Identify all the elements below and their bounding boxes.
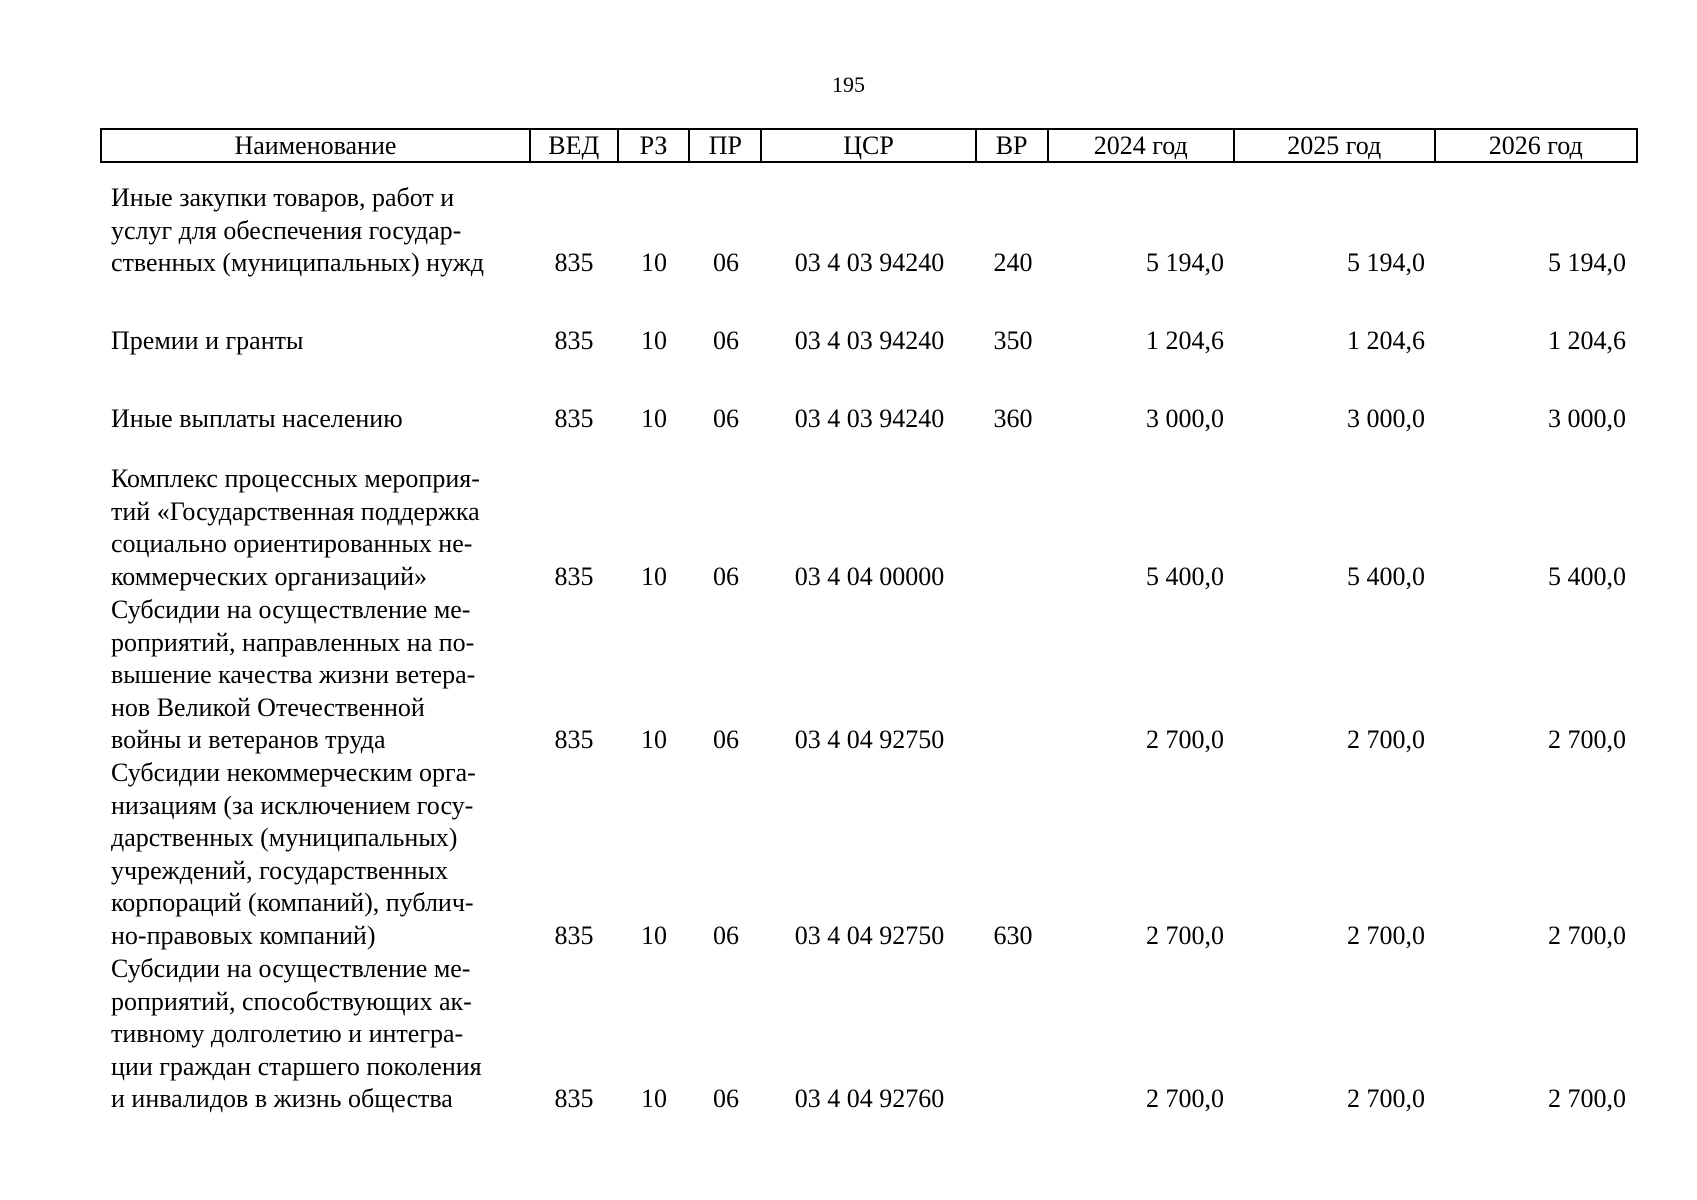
header-pr: ПР xyxy=(690,130,762,161)
row-csr: 03 4 04 92750 xyxy=(794,920,945,950)
row-pr: 06 xyxy=(713,561,739,591)
header-name: Наименование xyxy=(102,130,531,161)
row-pr: 06 xyxy=(713,1084,739,1114)
row-rz: 10 xyxy=(641,404,667,433)
header-csr: ЦСР xyxy=(762,130,976,161)
row-2024: 2 700,0 xyxy=(1146,725,1224,755)
row-2025: 2 700,0 xyxy=(1347,920,1425,950)
row-2024: 3 000,0 xyxy=(1146,404,1224,433)
row-ved: 835 xyxy=(554,1084,594,1114)
row-2024: 5 194,0 xyxy=(1146,248,1224,278)
row-ved: 835 xyxy=(554,561,594,591)
header-ved: ВЕД xyxy=(531,130,619,161)
row-2024: 5 400,0 xyxy=(1146,561,1224,591)
row-name: Комплекс процессных мероприя- тий «Государственная поддержка социально ориентированных не- коммерческих организаций» xyxy=(111,464,480,591)
row-ved: 835 xyxy=(554,326,594,355)
table-row xyxy=(100,953,1638,1116)
row-rz: 10 xyxy=(641,248,667,278)
table-row xyxy=(100,325,1638,358)
row-vr: 350 xyxy=(993,326,1033,355)
table-header xyxy=(100,128,1638,163)
table-row xyxy=(100,757,1638,953)
table-row xyxy=(100,594,1638,757)
row-name: Иные закупки товаров, работ и услуг для обеспечения государ- ственных (муниципальных) нужд xyxy=(111,183,484,278)
row-csr: 03 4 03 94240 xyxy=(794,248,945,278)
row-rz: 10 xyxy=(641,1084,667,1114)
row-vr: 240 xyxy=(993,248,1033,278)
row-2024: 2 700,0 xyxy=(1146,920,1224,950)
row-2024: 1 204,6 xyxy=(1146,326,1224,355)
row-2025: 5 194,0 xyxy=(1347,248,1425,278)
row-ved: 835 xyxy=(554,248,594,278)
row-2026: 2 700,0 xyxy=(1548,1084,1626,1114)
row-2026: 5 194,0 xyxy=(1548,248,1626,278)
row-pr: 06 xyxy=(713,725,739,755)
row-ved: 835 xyxy=(554,920,594,950)
table-row xyxy=(100,463,1638,593)
header-year-2024: 2024 год xyxy=(1049,130,1236,161)
row-rz: 10 xyxy=(641,725,667,755)
row-pr: 06 xyxy=(713,326,739,355)
row-2026: 2 700,0 xyxy=(1548,725,1626,755)
row-2025: 2 700,0 xyxy=(1347,725,1425,755)
row-name: Иные выплаты населению xyxy=(111,404,403,433)
table-row xyxy=(100,182,1638,280)
row-2025: 5 400,0 xyxy=(1347,561,1425,591)
row-rz: 10 xyxy=(641,561,667,591)
row-2024: 2 700,0 xyxy=(1146,1084,1224,1114)
row-csr: 03 4 04 92750 xyxy=(794,725,945,755)
row-2025: 2 700,0 xyxy=(1347,1084,1425,1114)
row-csr: 03 4 03 94240 xyxy=(794,326,945,355)
header-vr: ВР xyxy=(977,130,1049,161)
row-2026: 3 000,0 xyxy=(1548,404,1626,433)
page-number: 195 xyxy=(832,72,865,97)
row-pr: 06 xyxy=(713,248,739,278)
header-rz: РЗ xyxy=(619,130,691,161)
row-pr: 06 xyxy=(713,920,739,950)
row-name: Субсидии на осуществление ме- роприятий, направленных на по- вышение качества жизни ветера- нов Великой Отечественной войны и ветеранов труда xyxy=(111,595,476,755)
row-rz: 10 xyxy=(641,920,667,950)
row-2026: 1 204,6 xyxy=(1548,326,1626,355)
row-ved: 835 xyxy=(554,725,594,755)
row-name: Субсидии некоммерческим орга- низациям (за исключением госу- дарственных (муниципальных) учреждений, государственных корпораций (компаний), публич- но-правовых компаний) xyxy=(111,758,476,950)
row-ved: 835 xyxy=(554,404,594,433)
row-name: Премии и гранты xyxy=(111,326,304,355)
row-2026: 2 700,0 xyxy=(1548,920,1626,950)
row-csr: 03 4 04 00000 xyxy=(794,561,945,591)
row-pr: 06 xyxy=(713,404,739,433)
row-name: Субсидии на осуществление ме- роприятий, способствующих ак- тивному долголетию и интегра- ции граждан старшего поколения и инвалидов в жизнь общества xyxy=(111,954,482,1114)
header-year-2026: 2026 год xyxy=(1488,131,1583,160)
row-csr: 03 4 04 92760 xyxy=(794,1084,945,1114)
header-year-2025: 2025 год xyxy=(1235,130,1435,161)
row-2025: 3 000,0 xyxy=(1347,404,1425,433)
row-csr: 03 4 03 94240 xyxy=(794,404,945,433)
row-2026: 5 400,0 xyxy=(1548,561,1626,591)
row-2025: 1 204,6 xyxy=(1347,326,1425,355)
row-rz: 10 xyxy=(641,326,667,355)
row-vr: 630 xyxy=(993,920,1033,950)
table-row xyxy=(100,403,1638,436)
row-vr: 360 xyxy=(993,404,1033,433)
